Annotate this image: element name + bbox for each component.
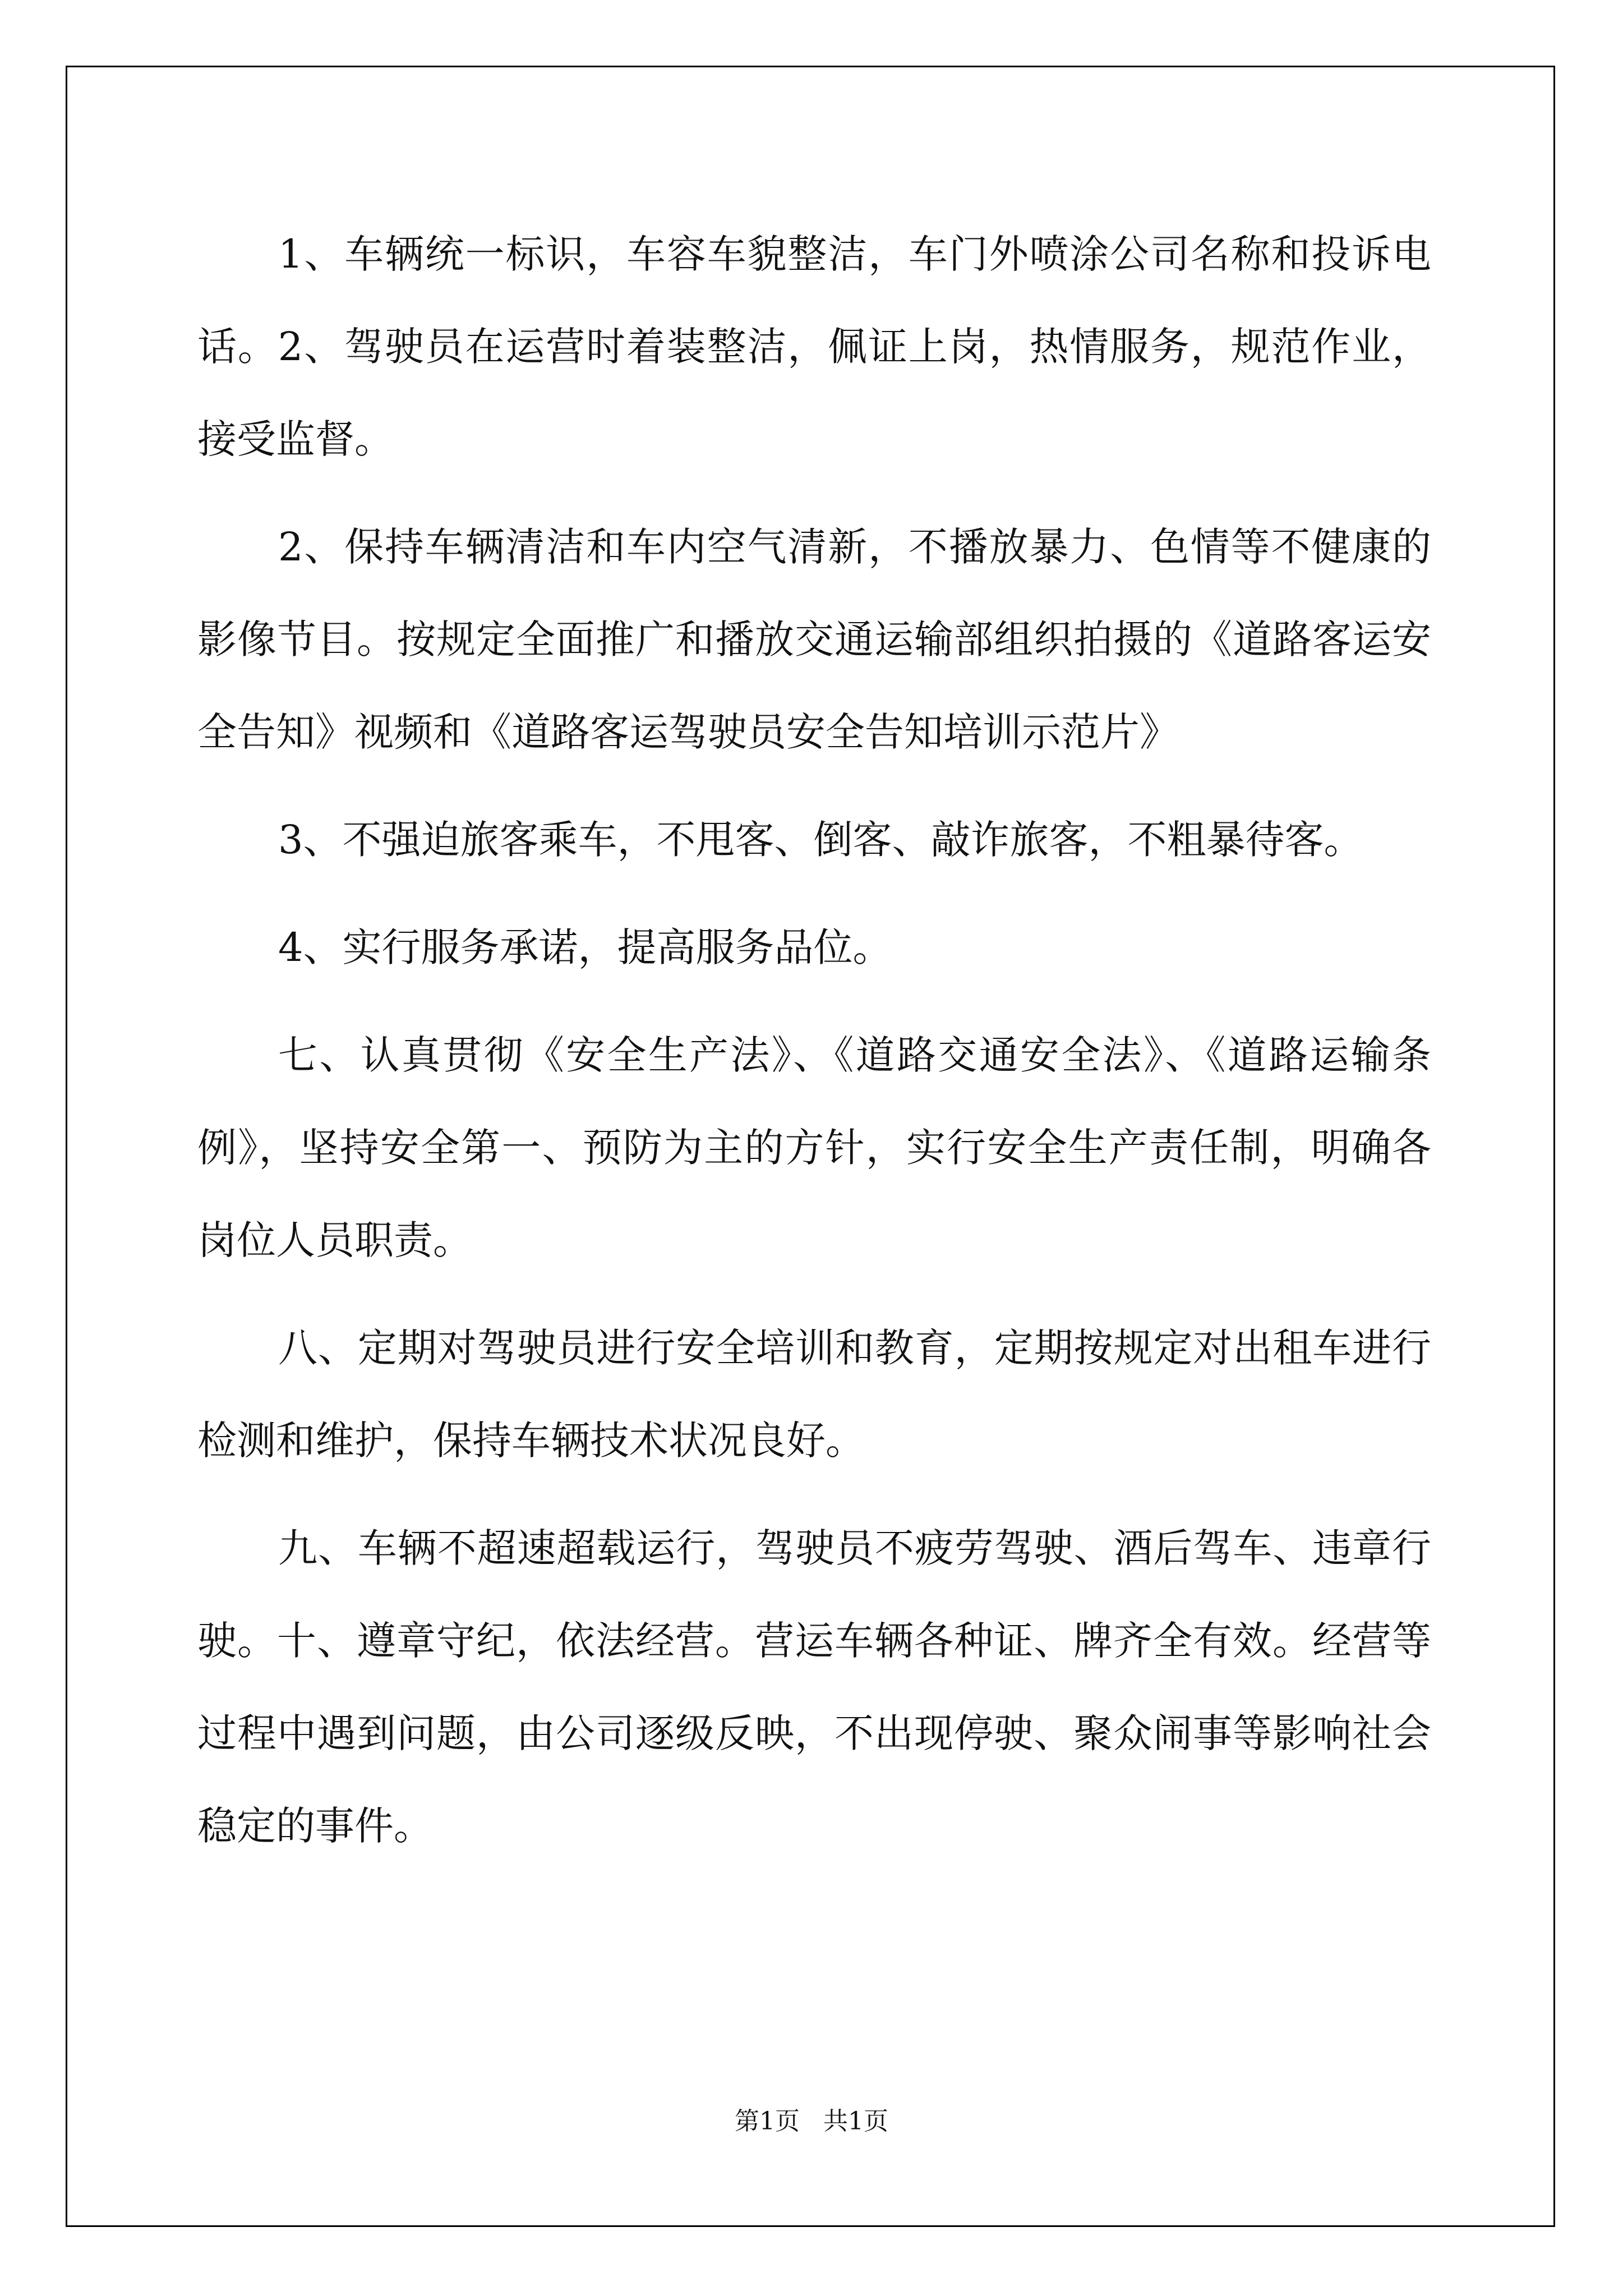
paragraph-4: 4、实行服务承诺，提高服务品位。 (278, 924, 892, 970)
paragraph-2: 2、保持车辆清洁和车内空气清新，不播放暴力、色情等不健康的影像节目。按规定全面推广和播放交通运输部组织拍摄的《道路客运安全告知》视频和《道路客运驾驶员安全告知培训示范片》 (197, 524, 1431, 755)
paragraph-7: 九、车辆不超速超载运行，驾驶员不疲劳驾驶、酒后驾车、违章行驶。十、遵章守纪，依法经营。营运车辆各种证、牌齐全有效。经营等过程中遇到问题，由公司逐级反映，不出现停驶、聚众闹事等影响社会稳定的事件。 (197, 1525, 1431, 1849)
paragraph-3: 3、不强迫旅客乘车，不甩客、倒客、敲诈旅客，不粗暴待客。 (278, 817, 1363, 863)
document-body (197, 208, 1431, 1888)
page-footer (0, 2105, 1623, 2138)
paragraph-1: 1、车辆统一标识，车容车貌整洁，车门外喷涂公司名称和投诉电话。2、驾驶员在运营时着装整洁，佩证上岗，热情服务，规范作业，接受监督。 (197, 231, 1431, 462)
paragraph-5: 七、认真贯彻《安全生产法》、《道路交通安全法》、《道路运输条例》，坚持安全第一、预防为主的方针，实行安全生产责任制，明确各岗位人员职责。 (197, 1032, 1431, 1263)
page-number-current: 第1页 (735, 2107, 800, 2136)
page-number-total: 共1页 (823, 2107, 888, 2136)
paragraph-6: 八、定期对驾驶员进行安全培训和教育，定期按规定对出租车进行检测和维护，保持车辆技术状况良好。 (197, 1325, 1431, 1464)
